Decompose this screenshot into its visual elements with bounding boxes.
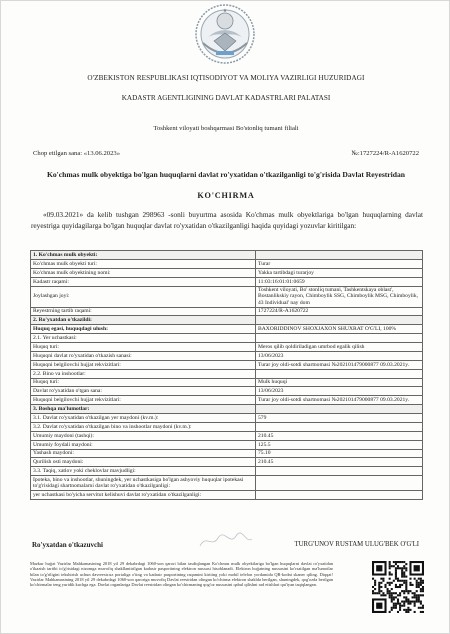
qr-code-icon[interactable] (372, 561, 424, 613)
row-label: 3.2. Davlat ro'yxatidan o'tkazilgan bino va inshootlar maydoni (kv.m.): (31, 422, 256, 431)
row-label: 1. Ko'chmas mulk obyekti: (31, 251, 256, 260)
table-row (31, 325, 423, 334)
row-value: Meros qilib qoldiriladigan umrbod egalik qilish (256, 343, 423, 352)
table-row (31, 491, 423, 500)
row-value (256, 334, 423, 343)
row-label: Ko'chmas mulk obyektining nomi: (31, 268, 256, 277)
table-row (31, 414, 423, 423)
signature-mark (196, 530, 256, 552)
row-label: Qurilish osti maydoni: (31, 458, 256, 467)
registry-table (30, 250, 423, 500)
row-value: Mulk huquqi (256, 378, 423, 387)
row-label: Umumiy maydoni (tashqi): (31, 431, 256, 440)
row-label: Joylashgan joyi: (31, 286, 256, 307)
table-row (31, 431, 423, 440)
row-value: BAXORIDDINOV SHOXJAXON SHUXRAT O'G'LI, 100% (256, 325, 423, 334)
table-row (31, 268, 423, 277)
row-value: 13/06/2023 (256, 351, 423, 360)
row-value: 125.5 (256, 440, 423, 449)
state-emblem-icon (194, 3, 256, 65)
row-label: 2.2. Bino va inshootlar: (31, 369, 256, 378)
table-row (31, 369, 423, 378)
table-section-row (31, 405, 423, 414)
row-label: Huquqni belgilovchi hujjat rekvizitlari: (31, 396, 256, 405)
table-row (31, 449, 423, 458)
table-row (31, 378, 423, 387)
table-row (31, 458, 423, 467)
table-row (31, 387, 423, 396)
table-row (31, 476, 423, 491)
table-row (31, 334, 423, 343)
footer-notice: Mazkur hujjat Vazirlar Mahkamasining 2018 yil 29 dekabrdagi 1060-son qarori bilan tasdiqlangan Ko'chmas mulk obyektlariga bo'lgan huquqlarni davlat ro'yxatidan o'tkazish tartibi to'g'risidagi nizomga muvofiq shakllantirilgan kadastr pasportining elektron nusxasi hisoblanadi. Elektron hujjatning nusxasini ko'rsatilgan ma'lumotlar bilan to'g'riligini tekshirish uchun davreestr.uz portaliga o'ting va kadastr pasportining raqamini kiriting yoki mobil telefon yordamida QR-kodni skaner qiling. Diqqat! Vazirlar Mahkamasining 2018 yil 29 dekabrdagi 1060-son qaroriga muvofiq Davlat reestridan olingan ko'chirma elektron shaklda berilgan, shuningdek, qog'ozda berilgan ko'chirmalar teng yuridik kuchga ega. Davlat organlariga Davlat reestridan olingan ko'chirmaning qog'oz nusxasini qabul qilishni rad etishlari qat'iyan taqiqlangan. (30, 561, 333, 588)
row-value (256, 476, 423, 491)
table-row (31, 286, 423, 307)
row-label: 3.3. Taqiq, xatlov yoki cheklovlar mavjudligi: (31, 467, 256, 476)
org-line-1: O'ZBEKISTON RESPUBLIKASI IQTISODIYOT VA MOLIYA VAZIRLIGI HUZURIDAGI (87, 74, 365, 82)
branch-name: Toshkent viloyati boshqarmasi Bo'stonliq tumani filiali (153, 125, 299, 132)
row-value: 11:03:16:01:01:0659 (256, 277, 423, 286)
registrar-role: Ro'yxatdan o'tkazuvchi (32, 541, 103, 549)
row-label: Reyestrning tartib raqami: (31, 307, 256, 316)
row-label: Huquqni davlat ro'yxatidan o'tkazish sanasi: (31, 351, 256, 360)
registrar-name: TURG'UNOV RUSTAM ULUG'BEK O'G'LI (294, 541, 419, 548)
svg-text:★: ★ (222, 8, 228, 14)
row-value: 13/06/2023 (256, 387, 423, 396)
row-value (256, 369, 423, 378)
document-subtitle: KO'CHIRMA (197, 191, 255, 200)
registry-number: №:1727224/R-A1620722 (351, 150, 419, 157)
intro-paragraph: «09.03.2021» da kelib tushgan 298963 -sonli buyurtma asosida Ko'chmas mulk obyektlariga bo'lgan huquqlarning davlat reyestriga quyidagilarga bo'lgan huquqlar davlat ro'yxatidan o'tkazilganligi haqida quyidagi yozuvlar kiritilgan: (31, 210, 423, 230)
row-value: 579 (256, 414, 423, 423)
row-label: 2.1. Yer uchastkasi: (31, 334, 256, 343)
table-row (31, 351, 423, 360)
table-section-row (31, 251, 423, 260)
row-value: Turar (256, 259, 423, 268)
org-line-2: KADASTR AGENTLIGINING DAVLAT KADASTRLARI PALATASI (121, 94, 331, 102)
table-row (31, 277, 423, 286)
print-date: Chop etilgan sana: «13.06.2023» (33, 150, 120, 157)
table-row (31, 343, 423, 352)
row-label: Huquq turi: (31, 378, 256, 387)
row-value: Turar joy oldi-sotdi shartnomasi №202101479000877 09.03.2021y. (256, 360, 423, 369)
row-value (256, 251, 423, 260)
row-label: 3.1. Davlat ro'yxatidan o'tkazilgan yer maydoni (kv.m.): (31, 414, 256, 423)
row-label: Ipoteka, bino va inshootlar, shuningdek, yer uchastkasiga bo'lgan ashyoviy huquqlar ipotekasi to'g'risidagi shartnomalarni davlat ro'yxatidan o'tkazilganligi: (31, 476, 256, 491)
row-label: Umumiy foydali maydoni: (31, 440, 256, 449)
table-row (31, 467, 423, 476)
row-value: 1727224/R-A1620722 (256, 307, 423, 316)
row-label: yer uchastkasi bo'yicha servitut kelishuvi davlat ro'yxatidan o'tkazilganligi: (31, 491, 256, 500)
row-value (256, 467, 423, 476)
document-title: Ko'chmas mulk obyektiga bo'lgan huquqlarni davlat ro'yxatidan o'tkazilganligi to'g'risida Davlat Reyestridan (46, 170, 406, 179)
row-label: Kadastr raqami: (31, 277, 256, 286)
row-value (256, 316, 423, 325)
row-label: Yashash maydoni: (31, 449, 256, 458)
row-value: Yakka tartibdagi turarjoy (256, 268, 423, 277)
row-label: Huquqni belgilovchi hujjat rekvizitlari: (31, 360, 256, 369)
row-label: Davlat ro'yxatidan o'tgan sana: (31, 387, 256, 396)
row-label: 2. Ro'yxatdan o'tkazildi: (31, 316, 256, 325)
row-value: 210.45 (256, 458, 423, 467)
row-label: Huquq egasi, huquqdagi ulush: (31, 325, 256, 334)
table-row (31, 422, 423, 431)
row-value: Turar joy oldi-sotdi shartnomasi №202101479000877 09.03.2021y. (256, 396, 423, 405)
row-label: 3. Boshqa ma'lumotlar: (31, 405, 256, 414)
table-row (31, 259, 423, 268)
row-value: Toshkent viloyati, Bo' stonliq tumani, Tashkentskaya oblast', Bostanlikskiy rayon, Chimboylik SSG, Chimboylik MSG, Chimboylik, 43 Individual' nay dom (256, 286, 423, 307)
row-label: Huquq turi: (31, 343, 256, 352)
table-row (31, 396, 423, 405)
row-value (256, 491, 423, 500)
row-value (256, 405, 423, 414)
table-row (31, 440, 423, 449)
table-row (31, 307, 423, 316)
row-value: 75.10 (256, 449, 423, 458)
table-row (31, 360, 423, 369)
row-value (256, 422, 423, 431)
table-section-row (31, 316, 423, 325)
row-value: 210.45 (256, 431, 423, 440)
row-label: Ko'chmas mulk obyekti turi: (31, 259, 256, 268)
